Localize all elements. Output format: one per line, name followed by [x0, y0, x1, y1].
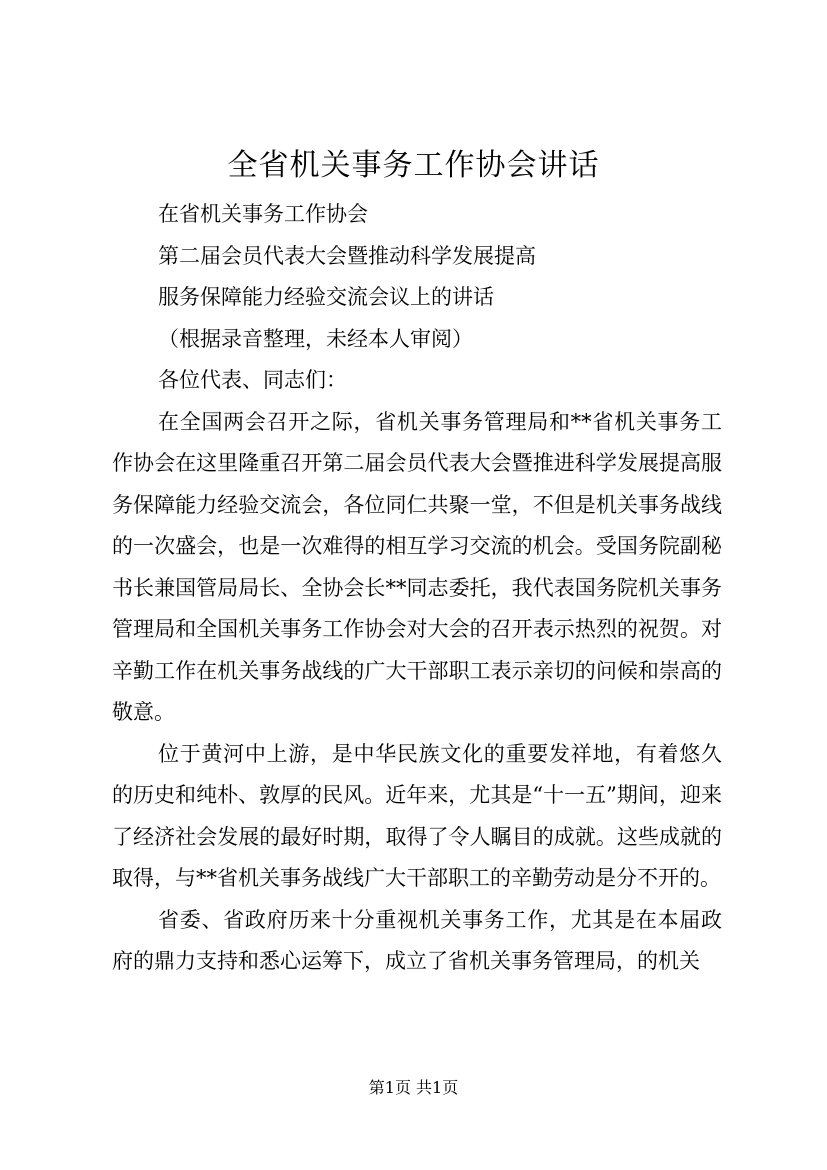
salutation: 各位代表、同志们： — [158, 368, 347, 392]
document-body — [112, 194, 722, 983]
intro-line: （根据录音整理，未经本人审阅） — [158, 326, 473, 351]
page-number: 第1页 共1页 — [368, 1078, 459, 1097]
paragraph: 位于黄河中上游，是中华民族文化的重要发祥地，有着悠久的历史和纯朴、敦厚的民风。近年来，尤其是“十一五”期间，迎来了经济社会发展的最好时期，取得了令人瞩目的成就。这些成就的取得，与**省机关事务战线广大干部职工的辛勤劳动是分不开的。 — [112, 741, 722, 890]
page-footer — [0, 1078, 827, 1098]
document-title: 全省机关事务工作协会讲话 — [227, 148, 600, 183]
intro-line: 在省机关事务工作协会 — [158, 202, 368, 226]
intro-line: 第二届会员代表大会暨推动科学发展提高 — [158, 243, 536, 268]
paragraph: 省委、省政府历来十分重视机关事务工作，尤其是在本届政府的鼎力支持和悉心运筹下，成立了省机关事务管理局，的机关 — [112, 907, 722, 973]
intro-line: 服务保障能力经验交流会议上的讲话 — [158, 285, 494, 309]
paragraph: 在全国两会召开之际，省机关事务管理局和**省机关事务工作协会在这里隆重召开第二届会员代表大会暨推进科学发展提高服务保障能力经验交流会，各位同仁共聚一堂，不但是机关事务战线的一次盛会，也是一次难得的相互学习交流的机会。受国务院副秘书长兼国管局局长、全协会长**同志委托，我代表国务院机关事务管理局和全国机关事务工作协会对大会的召开表示热烈的祝贺。对辛勤工作在机关事务战线的广大干部职工表示亲切的问候和崇高的敬意。 — [112, 409, 722, 724]
